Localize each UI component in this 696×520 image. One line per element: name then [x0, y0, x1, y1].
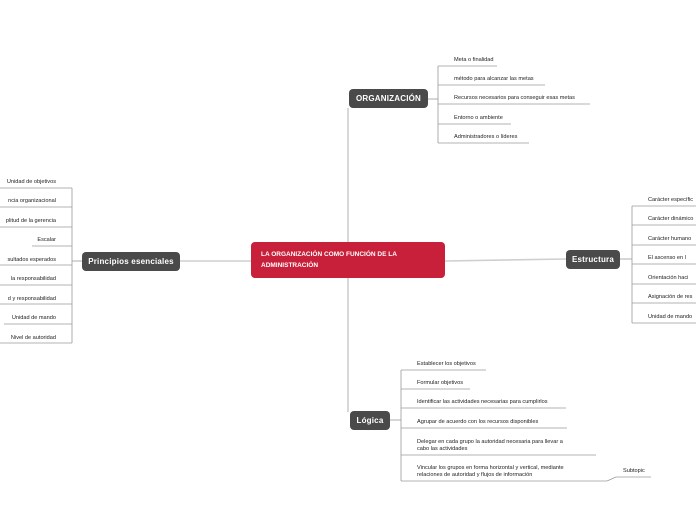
organizacion-item[interactable]: método para alcanzar las metas — [454, 76, 534, 82]
principios-item[interactable]: Unidad de mando — [11, 315, 56, 321]
central-topic[interactable] — [251, 242, 445, 278]
organizacion-item[interactable]: Administradores o líderes — [454, 134, 518, 140]
organizacion-item[interactable]: Recursos necesarios para conseguir esas metas — [454, 95, 575, 101]
principios-item[interactable]: sultados esperados — [7, 257, 56, 263]
principios-item[interactable]: la responsabilidad — [10, 276, 56, 282]
logica-subtopic[interactable]: Subtopic — [623, 468, 645, 474]
principios-item[interactable]: Escalar — [37, 237, 56, 243]
logica-item-text: Vincular los grupos en forma horizontal y vertical, mediante — [417, 465, 564, 471]
principios-item[interactable]: Unidad de objetivos — [6, 179, 56, 185]
branch-principios-esenciales[interactable]: Principios esenciales — [82, 252, 180, 271]
central-title-line1: LA ORGANIZACIÓN COMO FUNCIÓN DE LA — [261, 251, 397, 258]
logica-item[interactable] — [417, 439, 563, 453]
logica-item-text-line2: cabo las actividades — [417, 446, 468, 452]
principios-item[interactable]: d y responsabilidad — [7, 296, 56, 302]
branch-logica[interactable]: Lógica — [350, 411, 390, 430]
estructura-item[interactable]: Carácter humano — [648, 236, 692, 242]
logica-item[interactable] — [417, 399, 548, 406]
central-title-line2: ADMINISTRACIÓN — [261, 262, 319, 269]
principios-item[interactable]: plitud de la gerencia — [5, 218, 56, 224]
branch-organizacion[interactable]: ORGANIZACIÓN — [349, 89, 428, 108]
organizacion-item[interactable]: Meta o finalidad — [454, 57, 494, 63]
logica-item-text: Delegar en cada grupo la autoridad necesaria para llevar a — [417, 439, 563, 445]
estructura-item[interactable]: Orientación haci — [648, 275, 689, 281]
logica-item-text: Identificar las actividades necesarias para cumplirlos — [417, 399, 548, 405]
estructura-item[interactable]: Asignación de res — [648, 294, 693, 300]
logica-item-text: Establecer los objetivos — [417, 361, 476, 367]
logica-item[interactable] — [417, 380, 463, 387]
branch-estructura[interactable]: Estructura — [566, 250, 620, 269]
estructura-item[interactable]: Carácter específic — [648, 197, 694, 203]
estructura-item[interactable]: Carácter dinámico — [648, 216, 694, 222]
estructura-item[interactable]: Unidad de mando — [648, 314, 693, 320]
logica-item-text-line2: relaciones de autoridad y flujos de información — [417, 472, 533, 478]
principios-item[interactable]: Nivel de autoridad — [10, 335, 56, 341]
organizacion-item[interactable]: Entorno o ambiente — [454, 115, 503, 121]
logica-item[interactable] — [417, 419, 538, 426]
logica-item[interactable] — [417, 361, 476, 368]
logica-item[interactable] — [417, 465, 564, 479]
principios-item[interactable]: ncia organizacional — [8, 198, 56, 204]
estructura-item[interactable]: El ascenso en l — [648, 255, 686, 261]
logica-item-text: Formular objetivos — [417, 380, 464, 386]
logica-item-text: Agrupar de acuerdo con los recursos disponibles — [417, 419, 539, 425]
